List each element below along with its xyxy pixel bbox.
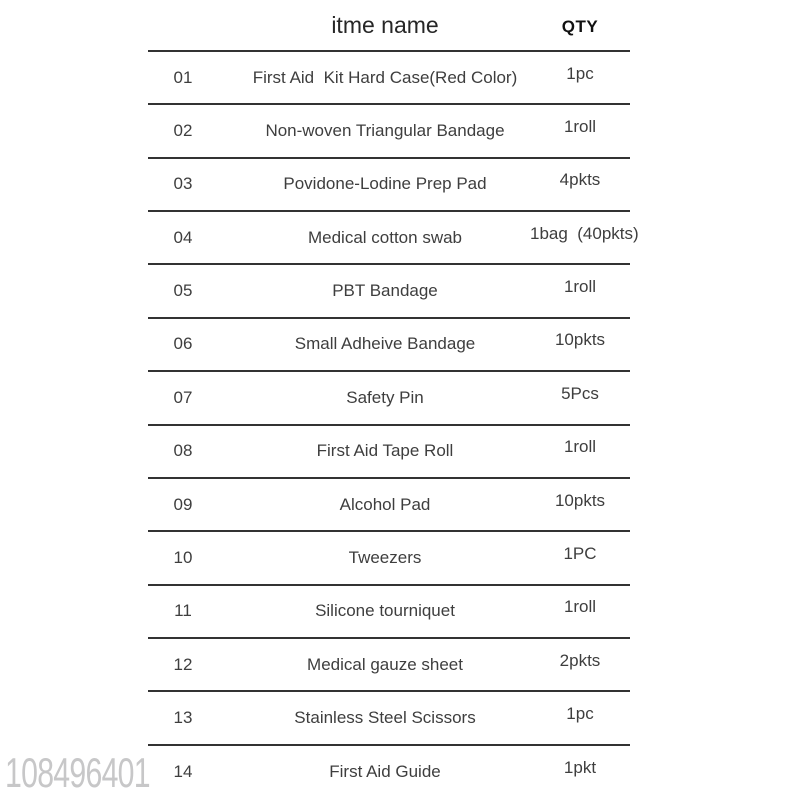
item-name: PBT Bandage — [332, 281, 438, 301]
item-qty: 1bag (40pkts) — [530, 223, 639, 243]
item-name: Medical cotton swab — [307, 227, 463, 247]
item-qty: 1roll — [563, 117, 597, 137]
table-row — [148, 319, 630, 372]
row-number: 02 — [173, 121, 193, 141]
row-number: 08 — [173, 441, 193, 461]
item-qty: 1roll — [563, 437, 597, 457]
header-qty-label: QTY — [561, 17, 599, 36]
item-qty: 1pkt — [563, 758, 597, 778]
item-name: Silicone tourniquet — [315, 601, 455, 621]
item-name: Safety Pin — [346, 387, 424, 407]
watermark: 108496401 — [5, 749, 150, 796]
item-name: Non-woven Triangular Bandage — [265, 121, 505, 141]
table-row — [148, 212, 639, 265]
item-name: Medical gauze sheet — [307, 654, 463, 674]
row-number: 10 — [173, 547, 193, 567]
row-number: 11 — [174, 601, 192, 621]
row-number: 01 — [173, 67, 193, 87]
row-number: 09 — [173, 494, 193, 514]
row-number: 13 — [173, 707, 193, 727]
item-qty: 1roll — [563, 277, 597, 297]
header-item-name-label: itme name — [331, 11, 439, 38]
item-name: Povidone-Lodine Prep Pad — [283, 174, 487, 194]
row-number: 03 — [173, 174, 193, 194]
table-row — [148, 586, 630, 639]
item-qty: 2pkts — [559, 650, 601, 670]
item-qty: 10pkts — [554, 330, 606, 350]
item-name: Small Adheive Bandage — [294, 334, 476, 354]
row-number: 05 — [173, 281, 193, 301]
item-qty: 1pc — [566, 703, 594, 723]
item-qty: 4pkts — [559, 170, 601, 190]
table-row — [148, 532, 630, 585]
item-name: First Aid Guide — [329, 762, 441, 782]
table-row — [148, 265, 630, 318]
table-row — [148, 692, 630, 745]
item-qty: 1pc — [566, 63, 594, 83]
item-qty: 5Pcs — [561, 383, 599, 403]
item-name: First Aid Kit Hard Case(Red Color) — [252, 67, 518, 87]
table-row — [148, 746, 630, 799]
table-row — [148, 372, 630, 425]
item-name: Stainless Steel Scissors — [294, 707, 476, 727]
table-row — [148, 52, 630, 105]
table-row — [148, 105, 630, 158]
item-name: Tweezers — [348, 547, 422, 567]
row-number: 14 — [173, 762, 193, 782]
item-name: Alcohol Pad — [339, 494, 431, 514]
table-row — [148, 479, 630, 532]
table-row — [148, 639, 630, 692]
table-header — [148, 0, 630, 52]
packing-list-table — [148, 0, 639, 799]
row-number: 04 — [173, 227, 193, 247]
row-number: 06 — [173, 334, 193, 354]
row-number: 07 — [173, 387, 193, 407]
item-qty: 10pkts — [554, 490, 606, 510]
item-qty: 1roll — [563, 597, 597, 617]
table-row — [148, 159, 630, 212]
table-body — [148, 52, 639, 799]
table-row — [148, 426, 630, 479]
item-qty: 1PC — [563, 543, 597, 563]
item-name: First Aid Tape Roll — [316, 441, 454, 461]
row-number: 12 — [173, 654, 193, 674]
